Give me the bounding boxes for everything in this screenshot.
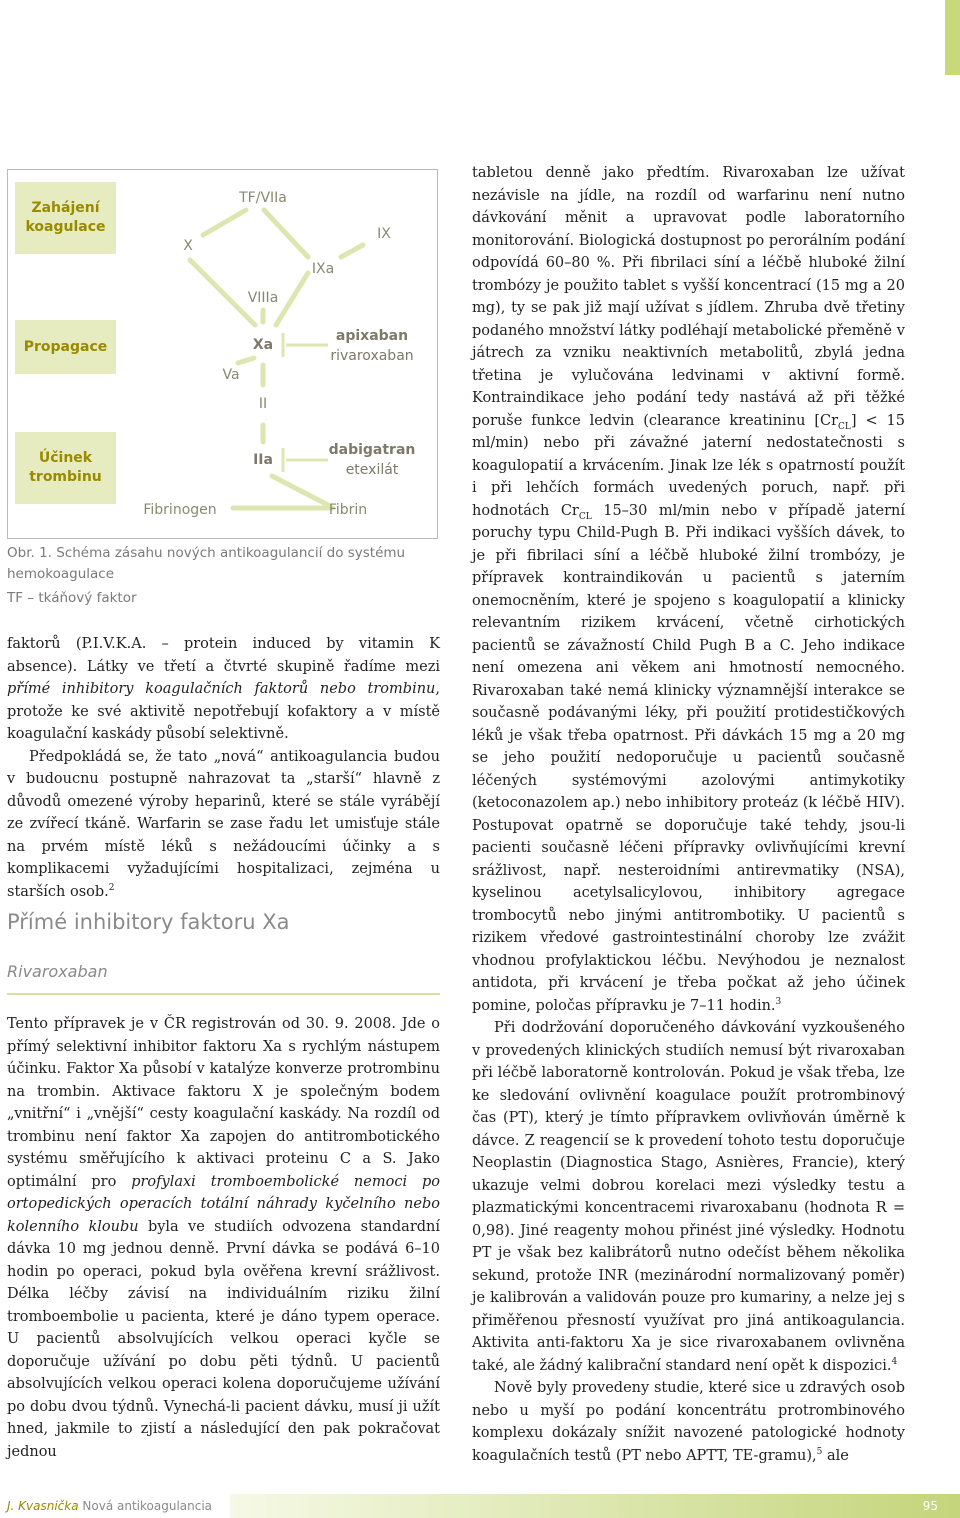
drug-xa-inhibitors <box>330 327 413 366</box>
page-edge-tab <box>945 0 960 75</box>
paragraph: Při dodržování doporučeného dávkování vyzkoušeného v provedených klinických studiích nemusí být rivaroxaban při léčbě laboratorně kontrolován. Pokud je však třeba, lze ke sledování ovlivnění koagulace použít protrombinový čas (PT), který je tímto přípravkem ovlivňován úměrně k dávce. Z reagencií se k provedení tohoto testu doporučuje Neoplastin (Diagnostica Stago, Asnières, Francie), který ukazuje velmi dobrou korelaci mezi výsledky testu a plazmatickými koncentracemi rivaroxabanu (hodnota R = 0,98). Jiné reagenty mohou přinést jiné výsledky. Hodnotu PT je však bez kalibrátorů nutno odečíst během několika sekund, protože INR (mezinárodní normalizovaný poměr) je kalibrován a validován pouze pro kumariny, a nelze jej s přiměřenou přesností využívat pro jiná antikoagulancia. Aktivita anti-faktoru Xa je sice rivaroxabanem ovlivněna také, ale žádný kalibrační standard není opět k dispozici.$^4$ <box>472 1020 905 1374</box>
section-heading: Přímé inhibitory faktoru Xa <box>7 910 290 934</box>
drug-dabigatran: dabigatran <box>328 442 416 458</box>
footer-bar <box>230 1494 960 1518</box>
arrow-tfviia-ixa <box>264 210 308 257</box>
node-va: Va <box>222 367 240 383</box>
node-fibrinogen: Fibrinogen <box>143 502 217 518</box>
heading-rule <box>7 993 440 995</box>
node-ixa: IXa <box>311 261 335 277</box>
paragraph: Nově byly provedeny studie, které sice u zdravých osob nebo u myší po podání koncentrátu protrombinového komplexu dokázaly snížit navozené patologické hodnoty koagulačních testů (PT nebo APTT, TE-gramu),$^5$ ale <box>472 1380 905 1464</box>
arrow-x-xa <box>190 260 255 325</box>
coagulation-scheme-figure <box>7 169 438 539</box>
drug-iia-inhibitors <box>329 441 416 480</box>
page-footer <box>0 1494 960 1518</box>
arrow-iia-fibrin <box>272 476 328 505</box>
figure-caption <box>7 543 442 609</box>
band-thrombin-effect: Účinek trombinu <box>15 432 116 504</box>
paragraph: Předpokládá se, že tato „nová“ antikoagulancia budou v budoucnu postupně nahrazovat ta „starší“ hlavně z důvodů omezené výroby heparinů, které se stále vyrábějí ze zvířecí tkáně. Warfarin se zase řadu let umisťuje stále na prvém místě léků s nežádoucími účinky a s komplikacemi vyžadujícími hospitalizaci, zejména u starších osob.$^2$ <box>7 748 440 900</box>
footer-title: Nová antikoagulancia <box>82 1499 213 1513</box>
paragraph: Tento přípravek je v ČR registrován od 30. 9. 2008. Jde o přímý selektivní inhibitor faktoru Xa s rychlým nástupem účinku. Faktor Xa působí v katalýze konverze protrombinu na trombin. Aktivace faktoru X je společným bodem „vnitřní“ i „vnější“ cesty koagulační kaskády. Na rozdíl od trombinu není faktor Xa zapojen do antitrombotického systému směřujícího k aktivaci proteinu C a S. Jako optimální pro profylaxi tromboembolické nemoci po ortopedických operacích totální náhrady kyčelního nebo kolenního kloubu byla ve studiích odvozena standardní dávka 10 mg jednou denně. První dávka se podává 6–10 hodin po operaci, pokud byla ověřena krevní srážlivost. Délka léčby závisí na individuálním riziku žilní tromboembolie u pacienta, které je dáno typem operace. U pacientů absolvujících velkou operaci kyčle se doporučuje užívání po dobu pěti týdnů. U pacientů absolvujících velkou operaci kolena doporučujeme užívání po dobu dvou týdnů. Vynechá-li pacient dávku, musí ji užít hned, jakmile to zjistí a následující den pak pokračovat jednou <box>7 1016 441 1460</box>
paragraph: faktorů (P.I.V.K.A. – protein induced by vitamin K absence). Látky ve třetí a čtvrté skupině řadíme mezi přímé inhibitory koagulačních faktorů nebo trombinu, protože ke své aktivitě nepotřebují kofaktory a v místě koagulační kaskády působí selektivně. <box>7 636 440 742</box>
arrow-ix-ixa <box>341 245 363 257</box>
node-viiia: VIIIa <box>247 290 279 306</box>
band-propagation: Propagace <box>15 320 116 374</box>
caption-abbrev: TF – tkáňový faktor <box>7 590 137 606</box>
node-ii: II <box>258 396 268 412</box>
right-column-text <box>472 162 905 1467</box>
drug-etexilat: etexilát <box>345 461 399 478</box>
arrow-tfviia-x <box>203 210 246 235</box>
node-tf-viia: TF/VIIa <box>239 190 287 206</box>
page-number: 95 <box>922 1499 938 1513</box>
band-initiation: Zahájení koagulace <box>15 182 116 254</box>
footer-author: J. Kvasnička <box>7 1499 79 1513</box>
drug-apixaban: apixaban <box>335 328 409 344</box>
subsection-heading: Rivaroxaban <box>7 962 108 981</box>
node-x: X <box>183 238 193 254</box>
node-ix: IX <box>377 226 391 242</box>
left-column-text-2 <box>7 1013 440 1463</box>
paragraph: tabletou denně jako předtím. Rivaroxaban lze užívat nezávisle na jídle, na rozdíl od warfarinu není nutno dávkování měnit a upravovat podle laboratorního monitorování. Biologická dostupnost po perorálním podání odpovídá 60–80 %. Při fibrilaci síní a léčbě hluboké žilní trombózy je použito tablet s vyšší koncentrací (15 mg a 20 mg), ty se pak již mají užívat s jídlem. Zhruba dvě třetiny podaného množství látky podléhají metabolické přeměně v játrech za vzniku neaktivních metabolitů, zbylá jedna třetina je vylučována ledvinami v aktivní formě. Kontraindikace jeho podání tedy nastává až při těžké poruše funkce ledvin (clearance kreatininu $[Cr_{CL}] < 15$ ml/min) nebo při závažné jaterní nedostatečnosti s koagulopatií a krvácením. Jinak lze lék s opatrností použít i při lehčích formách uvedených poruch, např. při hodnotách $Cr_{CL}$ 15–30 ml/min nebo v případě jaterní poruchy typu Child-Pugh B. Při indikaci vyšších dávek, to je při fibrilaci síní a léčbě hluboké žilní trombózy, je přípravek kontraindikován u pacientů s jaterním onemocněním, které je spojeno s koagulopatií a klinicky relevantním rizikem krvácení, včetně cirhotických pacientů se závažností Child Pugh B a C. Jeho indikace není omezena ani věkem ani hmotností nemocného. Rivaroxaban také nemá klinicky významnější interakce se současně podávanými léky, při použití protidestičkových léků je však třeba opatrnost. Při dávkách 15 mg a 20 mg se jeho použití nedoporučuje u pacientů současně léčených systémovými azolovými antimykotiky (ketoconazolem ap.) nebo inhibitory proteáz (k léčbě HIV). Postupovat opatrně se doporučuje také tehdy, jsou-li pacienti současně léčeni přípravky ovlivňujícími krevní srážlivost, např. nesteroidními antirevmatiky (NSA), kyselinou acetylsalicylovou, inhibitory agregace trombocytů nebo jinými antitrombotiky. U pacientů s rizikem vředové gastrointestinální choroby lze zvážit vhodnou profylaktickou léčbu. Nevýhodou je neznalost antidota, při krvácení je třeba počkat až jeho účinek pomine, poločas přípravku je 7–11 hodin.$^3$ <box>472 165 905 1014</box>
drug-rivaroxaban: rivaroxaban <box>330 347 414 364</box>
node-fibrin: Fibrin <box>328 502 368 518</box>
arrow-va-xa <box>238 358 254 363</box>
node-iia: IIa <box>253 452 273 468</box>
caption-title: Obr. 1. Schéma zásahu nových antikoagulancií do systému hemokoagulace <box>7 545 406 582</box>
node-xa: Xa <box>252 337 274 353</box>
left-column-text <box>7 633 440 903</box>
arrow-ixa-xa <box>276 273 308 325</box>
running-footer <box>0 1494 230 1518</box>
